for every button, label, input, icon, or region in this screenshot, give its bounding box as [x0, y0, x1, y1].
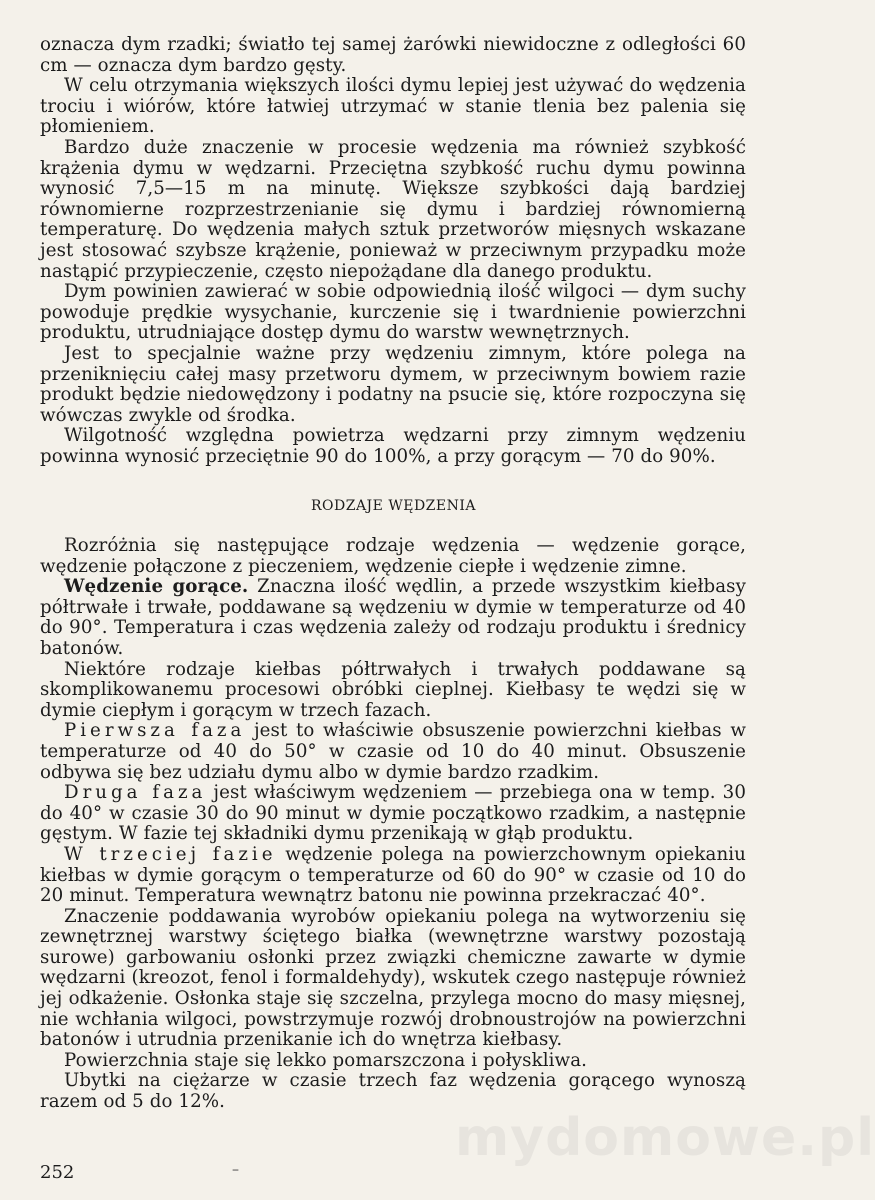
text-block-bottom [40, 536, 746, 1113]
section-heading: RODZAJE WĘDZENIA [310, 498, 477, 514]
term-first-phase: Pierwsza faza [64, 720, 246, 742]
paragraph [40, 783, 746, 845]
footer-mark: – [232, 1162, 239, 1178]
paragraph [40, 845, 746, 907]
page-number: 252 [40, 1162, 75, 1183]
paragraph-text: jest to właściwie obsuszenie powierzchni kiełbas w temperaturze od 40 do 50° w czasie od 10 do 40 minut. Obsuszenie odbywa się bez udziału dymu albo w dymie bardzo rzadkim. [40, 720, 746, 783]
term-second-phase: Druga faza [64, 782, 207, 804]
paragraph: Ubytki na ciężarze w czasie trzech faz wędzenia gorącego wynoszą razem od 5 do 12%. [40, 1070, 746, 1113]
paragraph-text: Znaczna ilość wędlin, a przede wszystkim kiełbasy półtrwałe i trwałe, poddawane są wędzeniu w dymie w temperaturze od 40 do 90°. Temperatura i czas wędzenia zależy od rodzaju produktu i średnicy batonów. [40, 576, 746, 659]
paragraph-text: jest właściwym wędzeniem — przebiega ona w temp. 30 do 40° w czasie 30 do 90 minut w dymie początkowo rzadkim, a następnie gęstym. W fazie tej składniki dymu przenikają w głąb produktu. [40, 782, 746, 845]
term-third-phase: W trzeciej fazie [64, 843, 277, 865]
paragraph: oznacza dym rzadki; światło tej samej żarówki niewidoczne z odległości 60 cm — oznacza dym bardzo gęsty. [40, 34, 746, 76]
text-block-top [40, 35, 746, 467]
paragraph-text: wędzenie polega na powierzchownym opiekaniu kiełbas w dymie gorącym o temperaturze od 60 do 90° w czasie od 10 do 20 minut. Temperatura wewnątrz batonu nie powinna przekraczać 40°. [40, 843, 746, 907]
watermark: mydomowe.pl [455, 1108, 875, 1168]
paragraph: Bardzo duże znaczenie w procesie wędzenia ma również szybkość krążenia dymu w wędzarni. Przeciętna szybkość ruchu dymu powinna wynosić 7,5—15 m na minutę. Większe szybkości dają bardziej równomierne rozprzestrzenianie się dymu i bardziej równomierną temperaturę. Do wędzenia małych sztuk przetworów mięsnych wskazane jest stosować szybsze krążenie, ponieważ w przeciwnym przypadku może nastąpić przypieczenie, często niepożądane dla danego produktu. [40, 136, 746, 282]
paragraph: Jest to specjalnie ważne przy wędzeniu zimnym, które polega na przeniknięciu całej masy przetworu dymem, w przeciwnym bowiem razie produkt będzie niedowędzony i podatny na psucie się, które rozpoczyna się wówczas zwykle od środka. [40, 342, 746, 426]
paragraph: Rozróżnia się następujące rodzaje wędzenia — wędzenie gorące, wędzenie połączone z pieczeniem, wędzenie ciepłe i wędzenie zimne. [40, 535, 746, 577]
paragraph: Wilgotność względna powietrza wędzarni przy zimnym wędzeniu powinna wynosić przeciętnie 90 do 100%, a przy gorącym — 70 do 90%. [40, 425, 746, 467]
paragraph [40, 721, 746, 783]
paragraph [40, 577, 746, 659]
paragraph: Dym powinien zawierać w sobie odpowiednią ilość wilgoci — dym suchy powoduje prędkie wysychanie, kurczenie się i twardnienie powierzchni produktu, utrudniające dostęp dymu do warstw wewnętrznych. [40, 281, 746, 344]
paragraph: W celu otrzymania większych ilości dymu lepiej jest używać do wędzenia trociu i wiórów, które łatwiej utrzymać w stanie tlenia bez palenia się płomieniem. [40, 75, 746, 138]
paragraph: Znaczenie poddawania wyrobów opiekaniu polega na wytworzeniu się zewnętrznej warstwy ściętego białka (wewnętrzne warstwy pozostają surowe) garbowaniu osłonki przez związki chemiczne zawarte w dymie wędzarni (kreozot, fenol i formaldehydy), wskutek czego następuje również jej odkażenie. Osłonka staje się szczelna, przylega mocno do masy mięsnej, nie wchłania wilgoci, powstrzymuje rozwój drobnoustrojów na powierzchni batonów i utrudnia przenikanie ich do wnętrza kiełbasy. [40, 905, 746, 1051]
paragraph: Powierzchnia staje się lekko pomarszczona i połyskliwa. [64, 1049, 588, 1071]
paragraph: Niektóre rodzaje kiełbas półtrwałych i trwałych poddawane są skomplikowanemu procesowi obróbki cieplnej. Kiełbasy te wędzi się w dymie ciepłym i gorącym w trzech fazach. [40, 658, 746, 721]
term-hot-smoking: Wędzenie gorące. [64, 576, 249, 598]
